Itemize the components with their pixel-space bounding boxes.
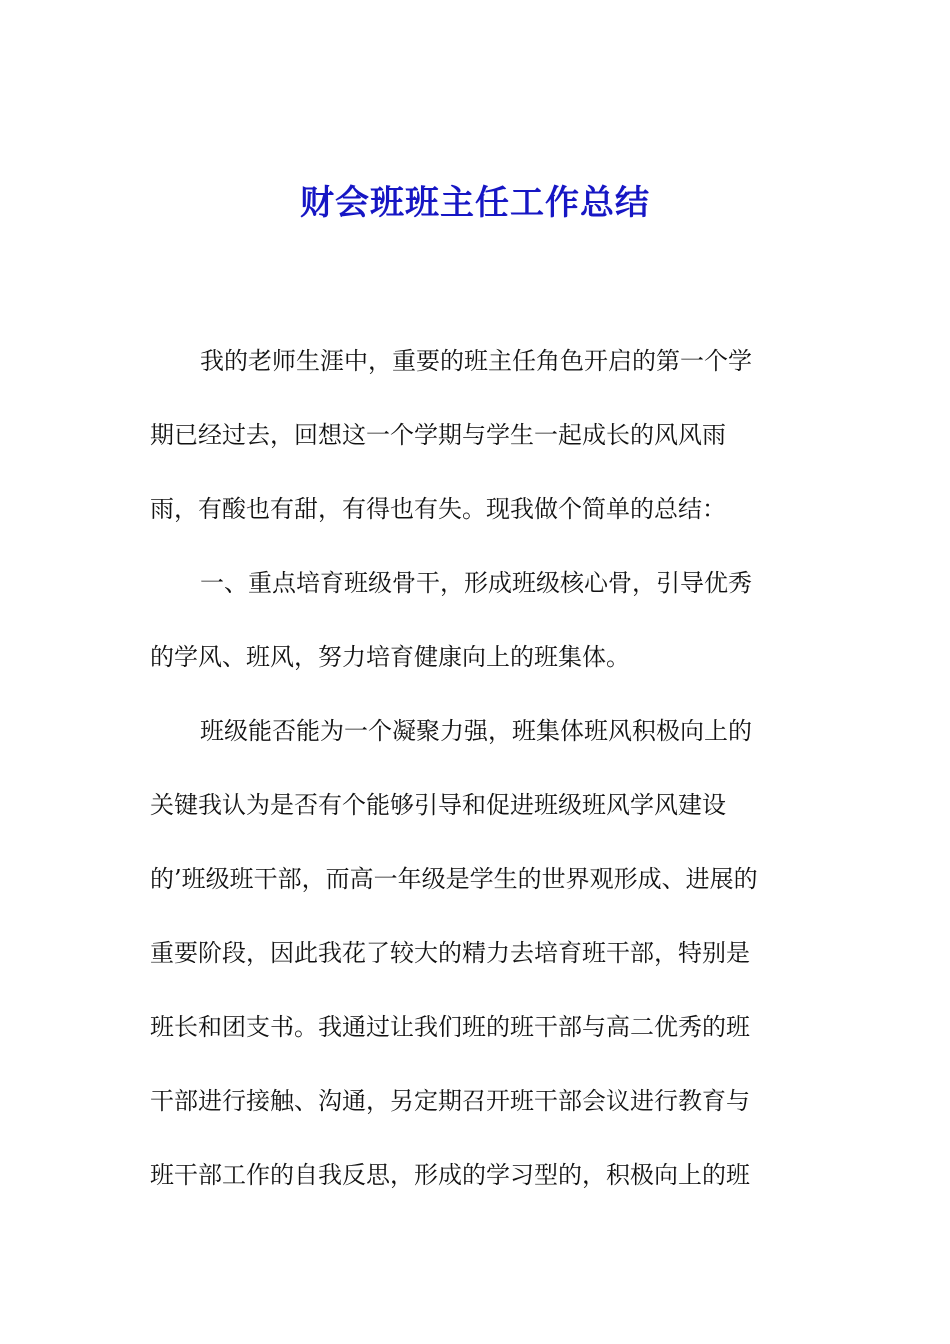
document-body [150, 324, 810, 1212]
paragraph-line: 的’班级班干部，而高一年级是学生的世界观形成、进展的 [150, 865, 758, 893]
paragraph-line: 我的老师生涯中，重要的班主任角色开启的第一个学 [200, 347, 752, 375]
paragraph-line: 关键我认为是否有个能够引导和促进班级班风学风建设 [150, 791, 726, 819]
document-title: 财会班班主任工作总结 [300, 183, 650, 223]
section-heading-line: 的学风、班风，努力培育健康向上的班集体。 [150, 643, 630, 671]
paragraph-line: 干部进行接触、沟通，另定期召开班干部会议进行教育与 [150, 1087, 750, 1115]
paragraph-line: 重要阶段，因此我花了较大的精力去培育班干部，特别是 [150, 939, 750, 967]
paragraph-line: 雨，有酸也有甜，有得也有失。现我做个简单的总结： [150, 495, 726, 523]
paragraph-line: 班长和团支书。我通过让我们班的班干部与高二优秀的班 [150, 1013, 750, 1041]
section-heading-line: 一、重点培育班级骨干，形成班级核心骨，引导优秀 [200, 569, 752, 597]
paragraph-line: 期已经过去，回想这一个学期与学生一起成长的风风雨 [150, 421, 726, 449]
paragraph-line: 班干部工作的自我反思，形成的学习型的，积极向上的班 [150, 1161, 750, 1189]
paragraph-line: 班级能否能为一个凝聚力强，班集体班风积极向上的 [200, 717, 752, 745]
